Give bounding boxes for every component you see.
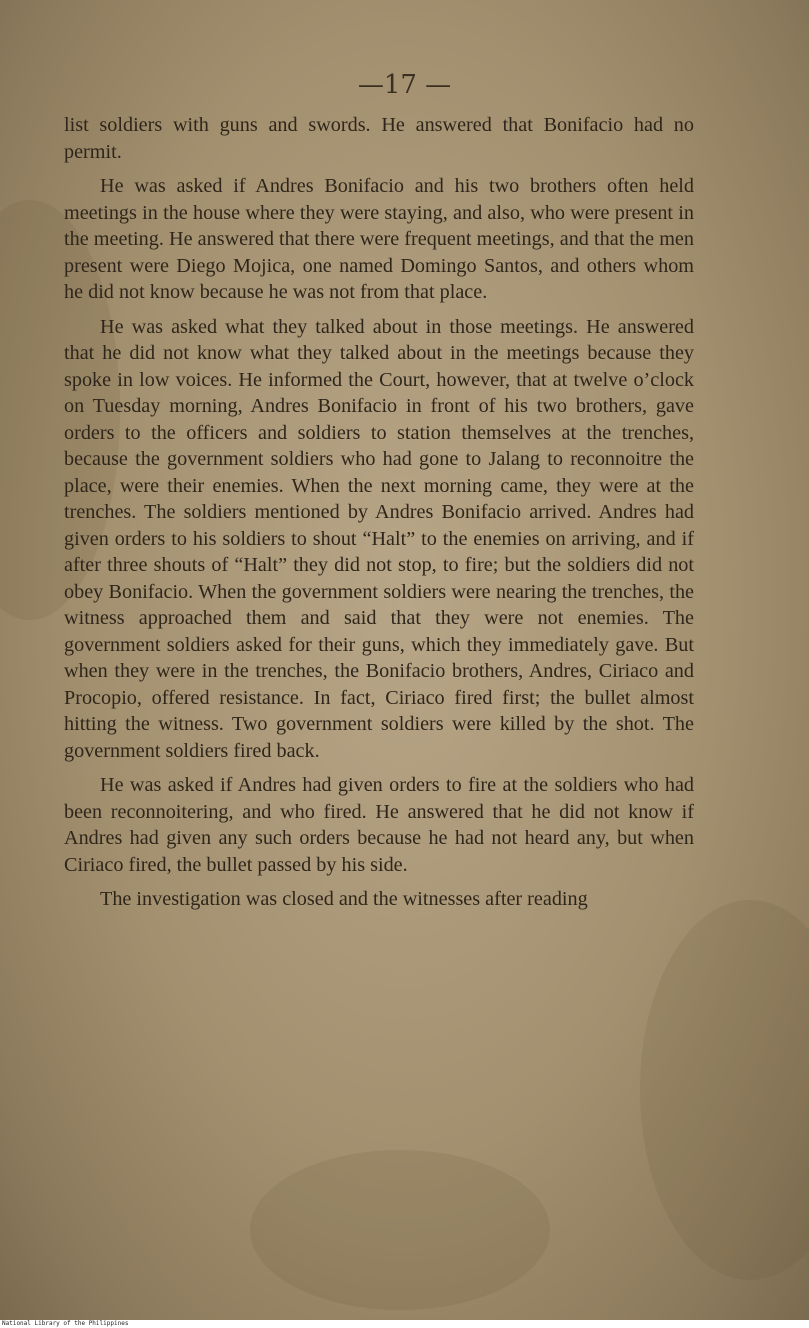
paragraph-5: The investigation was closed and the witnesses after reading <box>100 888 588 910</box>
paragraph-1: list soldiers with guns and swords. He answered that Bonifacio had no permit. <box>64 114 694 163</box>
paper-stain <box>640 900 809 1280</box>
body-text <box>64 112 694 921</box>
paragraph-3: He was asked what they talked about in those meetings. He answered that he did not know what they talked about in the meetings because they spoke in low voices. He informed the Court, however, that at twelve o’clock on Tuesday morning, Andres Bonifacio in front of his two brothers, gave orders to the officers and soldiers to station themselves at the trenches, because the government soldiers who had gone to Jalang to reconnoitre the place, were their enemies. When the next morning came, they were at the trenches. The soldiers mentioned by Andres Bonifacio arrived. Andres had given orders to his soldiers to shout “Halt” to the enemies on arriving, and if after three shouts of “Halt” they did not stop, to fire; but the soldiers did not obey Bonifacio. When the government soldiers were nearing the trenches, the witness approached them and said that they were not enemies. The government soldiers asked for their guns, which they immediately gave. But when they were in the trenches, the Bonifacio brothers, Andres, Ciriaco and Procopio, offered resistance. In fact, Ciriaco fired first; the bullet almost hitting the witness. Two government soldiers were killed by the shot. The government soldiers fired back. <box>64 315 694 762</box>
paragraph-2: He was asked if Andres Bonifacio and his two brothers often held meetings in the house where they were staying, and also, who were present in the meeting. He answered that there were frequent meetings, and that the men present were Diego Mojica, one named Domingo Santos, and others whom he did not know because he was not from that place. <box>64 175 694 303</box>
paper-stain <box>250 1150 550 1310</box>
page-number: —17 — <box>357 70 452 100</box>
library-credit: National Library of the Philippines <box>2 1320 129 1327</box>
paragraph-4: He was asked if Andres had given orders to fire at the soldiers who had been reconnoitering, and who fired. He answered that he did not know if Andres had given any such orders because he had not heard any, but when Ciriaco fired, the bullet passed by his side. <box>64 774 694 876</box>
